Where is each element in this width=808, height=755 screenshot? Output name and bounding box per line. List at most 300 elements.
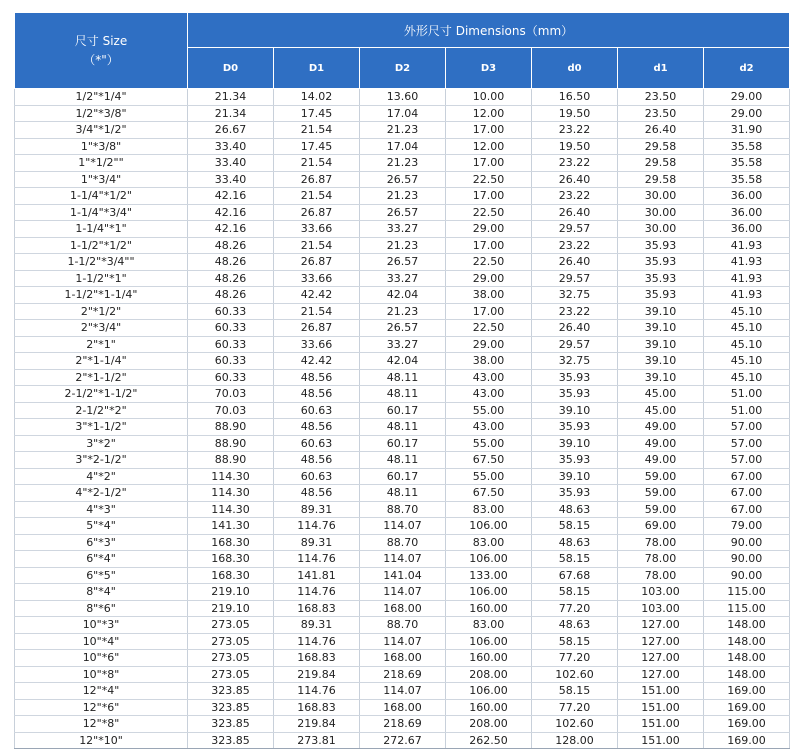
cell-D0: 114.30 [188, 468, 274, 485]
cell-D0: 26.67 [188, 122, 274, 139]
cell-size: 1/2"*3/8" [15, 105, 188, 122]
cell-D2: 88.70 [360, 534, 446, 551]
cell-D3: 208.00 [446, 666, 532, 683]
cell-D0: 48.26 [188, 254, 274, 271]
cell-D2: 17.04 [360, 105, 446, 122]
cell-D3: 22.50 [446, 320, 532, 337]
cell-d0: 102.60 [532, 716, 618, 733]
cell-size: 10"*6" [15, 650, 188, 667]
table-row [15, 171, 790, 188]
cell-d1: 59.00 [618, 501, 704, 518]
cell-d2: 41.93 [704, 254, 790, 271]
table-row [15, 105, 790, 122]
cell-d1: 151.00 [618, 699, 704, 716]
cell-d1: 23.50 [618, 105, 704, 122]
cell-d2: 29.00 [704, 89, 790, 106]
table-row [15, 402, 790, 419]
cell-size: 3"*2" [15, 435, 188, 452]
cell-d0: 48.63 [532, 617, 618, 634]
cell-D1: 33.66 [274, 270, 360, 287]
cell-D3: 43.00 [446, 369, 532, 386]
cell-d2: 169.00 [704, 732, 790, 749]
table-row [15, 353, 790, 370]
cell-D2: 21.23 [360, 155, 446, 172]
cell-D2: 21.23 [360, 237, 446, 254]
cell-d2: 45.10 [704, 336, 790, 353]
cell-d0: 32.75 [532, 287, 618, 304]
cell-d0: 35.93 [532, 485, 618, 502]
cell-D3: 83.00 [446, 501, 532, 518]
cell-d2: 169.00 [704, 716, 790, 733]
column-header-D1: D1 [274, 48, 360, 89]
cell-d0: 58.15 [532, 633, 618, 650]
cell-D1: 48.56 [274, 369, 360, 386]
cell-D1: 48.56 [274, 485, 360, 502]
cell-d2: 35.58 [704, 155, 790, 172]
cell-D1: 14.02 [274, 89, 360, 106]
cell-D1: 168.83 [274, 600, 360, 617]
cell-d1: 23.50 [618, 89, 704, 106]
cell-D2: 60.17 [360, 468, 446, 485]
cell-d1: 26.40 [618, 122, 704, 139]
cell-D1: 114.76 [274, 518, 360, 535]
cell-d0: 29.57 [532, 270, 618, 287]
cell-d1: 35.93 [618, 270, 704, 287]
cell-size: 8"*4" [15, 584, 188, 601]
cell-D1: 33.66 [274, 221, 360, 238]
table-row [15, 584, 790, 601]
cell-d2: 148.00 [704, 633, 790, 650]
cell-d0: 48.63 [532, 534, 618, 551]
cell-D3: 106.00 [446, 683, 532, 700]
cell-d1: 45.00 [618, 402, 704, 419]
cell-D3: 83.00 [446, 617, 532, 634]
cell-D0: 60.33 [188, 336, 274, 353]
table-row [15, 534, 790, 551]
cell-size: 6"*3" [15, 534, 188, 551]
cell-D0: 60.33 [188, 320, 274, 337]
cell-D1: 48.56 [274, 419, 360, 436]
cell-size: 2"*1" [15, 336, 188, 353]
cell-D0: 219.10 [188, 584, 274, 601]
column-header-d1: d1 [618, 48, 704, 89]
cell-D2: 17.04 [360, 138, 446, 155]
cell-D3: 29.00 [446, 221, 532, 238]
cell-size: 3"*2-1/2" [15, 452, 188, 469]
cell-d2: 115.00 [704, 600, 790, 617]
cell-D1: 114.76 [274, 551, 360, 568]
table-row [15, 336, 790, 353]
cell-D2: 48.11 [360, 485, 446, 502]
cell-D0: 42.16 [188, 221, 274, 238]
cell-size: 3"*1-1/2" [15, 419, 188, 436]
cell-d0: 39.10 [532, 402, 618, 419]
cell-d0: 26.40 [532, 171, 618, 188]
size-column-header [15, 13, 188, 89]
cell-d0: 26.40 [532, 320, 618, 337]
cell-d1: 39.10 [618, 320, 704, 337]
cell-D1: 21.54 [274, 237, 360, 254]
cell-d2: 90.00 [704, 567, 790, 584]
cell-D1: 60.63 [274, 435, 360, 452]
cell-D1: 219.84 [274, 666, 360, 683]
cell-d2: 36.00 [704, 188, 790, 205]
cell-D0: 33.40 [188, 155, 274, 172]
table-row [15, 204, 790, 221]
cell-d0: 39.10 [532, 435, 618, 452]
dimensions-table [14, 12, 790, 749]
cell-D1: 21.54 [274, 122, 360, 139]
cell-d1: 35.93 [618, 254, 704, 271]
cell-d1: 39.10 [618, 336, 704, 353]
cell-D0: 60.33 [188, 303, 274, 320]
cell-d0: 35.93 [532, 452, 618, 469]
cell-D1: 26.87 [274, 254, 360, 271]
cell-D1: 168.83 [274, 650, 360, 667]
cell-D1: 89.31 [274, 617, 360, 634]
cell-D3: 12.00 [446, 105, 532, 122]
cell-d0: 23.22 [532, 122, 618, 139]
cell-D1: 33.66 [274, 336, 360, 353]
table-row [15, 287, 790, 304]
size-title: 尺寸 Size [74, 33, 128, 48]
cell-d1: 127.00 [618, 633, 704, 650]
cell-d1: 29.58 [618, 171, 704, 188]
cell-d1: 103.00 [618, 584, 704, 601]
table-row [15, 716, 790, 733]
cell-D1: 273.81 [274, 732, 360, 749]
cell-d1: 69.00 [618, 518, 704, 535]
cell-D3: 17.00 [446, 122, 532, 139]
cell-D2: 13.60 [360, 89, 446, 106]
cell-D0: 48.26 [188, 270, 274, 287]
cell-D0: 323.85 [188, 683, 274, 700]
cell-d2: 67.00 [704, 468, 790, 485]
cell-size: 1-1/2"*1" [15, 270, 188, 287]
cell-d0: 26.40 [532, 254, 618, 271]
cell-D2: 114.07 [360, 683, 446, 700]
table-row [15, 617, 790, 634]
cell-D1: 114.76 [274, 584, 360, 601]
cell-d1: 29.58 [618, 155, 704, 172]
cell-D1: 114.76 [274, 633, 360, 650]
cell-d1: 30.00 [618, 188, 704, 205]
cell-D2: 114.07 [360, 551, 446, 568]
cell-d2: 36.00 [704, 221, 790, 238]
cell-size: 1-1/4"*1" [15, 221, 188, 238]
cell-D0: 114.30 [188, 485, 274, 502]
table-row [15, 452, 790, 469]
table-row [15, 155, 790, 172]
cell-size: 4"*2" [15, 468, 188, 485]
cell-d0: 23.22 [532, 303, 618, 320]
cell-d2: 45.10 [704, 303, 790, 320]
cell-d0: 19.50 [532, 105, 618, 122]
cell-d1: 127.00 [618, 617, 704, 634]
cell-d2: 41.93 [704, 270, 790, 287]
cell-D3: 38.00 [446, 353, 532, 370]
cell-size: 10"*3" [15, 617, 188, 634]
table-row [15, 270, 790, 287]
cell-D0: 141.30 [188, 518, 274, 535]
cell-D0: 70.03 [188, 386, 274, 403]
cell-D0: 48.26 [188, 237, 274, 254]
table-row [15, 666, 790, 683]
cell-d2: 45.10 [704, 369, 790, 386]
cell-D0: 88.90 [188, 419, 274, 436]
cell-D3: 106.00 [446, 584, 532, 601]
cell-D3: 10.00 [446, 89, 532, 106]
cell-D2: 48.11 [360, 419, 446, 436]
cell-D2: 272.67 [360, 732, 446, 749]
table-row [15, 320, 790, 337]
cell-d1: 59.00 [618, 468, 704, 485]
cell-D3: 38.00 [446, 287, 532, 304]
cell-d2: 45.10 [704, 320, 790, 337]
cell-D2: 218.69 [360, 716, 446, 733]
cell-d0: 128.00 [532, 732, 618, 749]
table-row [15, 254, 790, 271]
cell-d2: 169.00 [704, 699, 790, 716]
cell-D0: 33.40 [188, 138, 274, 155]
cell-D2: 48.11 [360, 386, 446, 403]
cell-D2: 26.57 [360, 320, 446, 337]
cell-d1: 35.93 [618, 237, 704, 254]
cell-size: 1-1/4"*3/4" [15, 204, 188, 221]
cell-D2: 42.04 [360, 287, 446, 304]
cell-d0: 23.22 [532, 237, 618, 254]
cell-D3: 67.50 [446, 452, 532, 469]
cell-size: 1-1/2"*1/2" [15, 237, 188, 254]
cell-D0: 168.30 [188, 567, 274, 584]
cell-D0: 88.90 [188, 452, 274, 469]
cell-D1: 89.31 [274, 534, 360, 551]
cell-D3: 160.00 [446, 600, 532, 617]
cell-D3: 29.00 [446, 270, 532, 287]
cell-D2: 88.70 [360, 501, 446, 518]
size-unit: （*"） [83, 52, 119, 67]
cell-D0: 323.85 [188, 699, 274, 716]
cell-D3: 29.00 [446, 336, 532, 353]
cell-d0: 32.75 [532, 353, 618, 370]
column-header-D3: D3 [446, 48, 532, 89]
cell-d0: 35.93 [532, 419, 618, 436]
cell-size: 2"*1/2" [15, 303, 188, 320]
table-row [15, 435, 790, 452]
column-header-d0: d0 [532, 48, 618, 89]
cell-size: 1/2"*1/4" [15, 89, 188, 106]
cell-d1: 49.00 [618, 452, 704, 469]
cell-d2: 35.58 [704, 171, 790, 188]
cell-d1: 78.00 [618, 551, 704, 568]
cell-d0: 58.15 [532, 683, 618, 700]
cell-D0: 42.16 [188, 188, 274, 205]
cell-d1: 45.00 [618, 386, 704, 403]
cell-D0: 323.85 [188, 716, 274, 733]
cell-D2: 21.23 [360, 303, 446, 320]
cell-d1: 29.58 [618, 138, 704, 155]
cell-D0: 273.05 [188, 617, 274, 634]
table-row [15, 369, 790, 386]
cell-d1: 39.10 [618, 369, 704, 386]
cell-D2: 48.11 [360, 452, 446, 469]
cell-D0: 114.30 [188, 501, 274, 518]
cell-D3: 67.50 [446, 485, 532, 502]
cell-d1: 127.00 [618, 650, 704, 667]
cell-D2: 42.04 [360, 353, 446, 370]
cell-d1: 49.00 [618, 435, 704, 452]
cell-D1: 26.87 [274, 171, 360, 188]
cell-D1: 26.87 [274, 320, 360, 337]
cell-size: 1-1/2"*3/4"" [15, 254, 188, 271]
table-row [15, 699, 790, 716]
cell-D0: 21.34 [188, 89, 274, 106]
cell-d2: 90.00 [704, 534, 790, 551]
cell-d0: 19.50 [532, 138, 618, 155]
cell-D3: 22.50 [446, 171, 532, 188]
cell-d1: 39.10 [618, 353, 704, 370]
cell-D3: 55.00 [446, 468, 532, 485]
cell-d0: 58.15 [532, 584, 618, 601]
cell-size: 1"*3/4" [15, 171, 188, 188]
cell-D3: 55.00 [446, 402, 532, 419]
table-row [15, 303, 790, 320]
cell-D2: 88.70 [360, 617, 446, 634]
cell-size: 12"*8" [15, 716, 188, 733]
cell-D3: 17.00 [446, 237, 532, 254]
cell-d2: 41.93 [704, 287, 790, 304]
table-row [15, 633, 790, 650]
cell-size: 2"*1-1/4" [15, 353, 188, 370]
cell-D3: 133.00 [446, 567, 532, 584]
cell-d2: 57.00 [704, 452, 790, 469]
cell-D0: 323.85 [188, 732, 274, 749]
cell-d0: 35.93 [532, 386, 618, 403]
cell-size: 12"*4" [15, 683, 188, 700]
cell-d2: 41.93 [704, 237, 790, 254]
cell-d2: 67.00 [704, 501, 790, 518]
table-row [15, 732, 790, 749]
cell-D0: 168.30 [188, 551, 274, 568]
cell-D3: 43.00 [446, 386, 532, 403]
cell-D2: 21.23 [360, 122, 446, 139]
table-row [15, 567, 790, 584]
cell-D0: 42.16 [188, 204, 274, 221]
cell-D0: 88.90 [188, 435, 274, 452]
cell-D2: 168.00 [360, 650, 446, 667]
table-row [15, 551, 790, 568]
table-row [15, 650, 790, 667]
cell-D0: 273.05 [188, 650, 274, 667]
cell-d2: 51.00 [704, 386, 790, 403]
cell-D0: 273.05 [188, 666, 274, 683]
cell-D2: 33.27 [360, 336, 446, 353]
cell-size: 6"*5" [15, 567, 188, 584]
column-header-d2: d2 [704, 48, 790, 89]
cell-d0: 23.22 [532, 188, 618, 205]
cell-size: 1-1/2"*1-1/4" [15, 287, 188, 304]
cell-D2: 26.57 [360, 204, 446, 221]
cell-D2: 114.07 [360, 518, 446, 535]
cell-d1: 39.10 [618, 303, 704, 320]
cell-d2: 36.00 [704, 204, 790, 221]
cell-D2: 48.11 [360, 369, 446, 386]
table-row [15, 468, 790, 485]
cell-d1: 35.93 [618, 287, 704, 304]
cell-D3: 43.00 [446, 419, 532, 436]
cell-D3: 83.00 [446, 534, 532, 551]
table-row [15, 188, 790, 205]
cell-D3: 17.00 [446, 155, 532, 172]
cell-d2: 90.00 [704, 551, 790, 568]
cell-D2: 21.23 [360, 188, 446, 205]
table-header [15, 13, 790, 89]
cell-D2: 33.27 [360, 270, 446, 287]
cell-D3: 22.50 [446, 254, 532, 271]
cell-D2: 26.57 [360, 171, 446, 188]
cell-d0: 102.60 [532, 666, 618, 683]
cell-D1: 60.63 [274, 402, 360, 419]
cell-size: 2-1/2"*1-1/2" [15, 386, 188, 403]
cell-d2: 79.00 [704, 518, 790, 535]
cell-D3: 12.00 [446, 138, 532, 155]
dimensions-group-header: 外形尺寸 Dimensions（mm） [188, 13, 790, 48]
cell-size: 1-1/4"*1/2" [15, 188, 188, 205]
cell-D1: 42.42 [274, 287, 360, 304]
cell-d0: 77.20 [532, 600, 618, 617]
cell-size: 2-1/2"*2" [15, 402, 188, 419]
table-row [15, 485, 790, 502]
cell-D3: 55.00 [446, 435, 532, 452]
cell-D2: 114.07 [360, 633, 446, 650]
cell-d1: 78.00 [618, 534, 704, 551]
cell-D1: 48.56 [274, 386, 360, 403]
cell-D2: 114.07 [360, 584, 446, 601]
table-row [15, 386, 790, 403]
cell-d0: 29.57 [532, 336, 618, 353]
cell-d0: 29.57 [532, 221, 618, 238]
cell-d1: 151.00 [618, 683, 704, 700]
cell-d2: 45.10 [704, 353, 790, 370]
table-row [15, 221, 790, 238]
cell-d1: 151.00 [618, 716, 704, 733]
cell-D3: 160.00 [446, 699, 532, 716]
cell-d1: 103.00 [618, 600, 704, 617]
cell-d1: 59.00 [618, 485, 704, 502]
cell-D2: 26.57 [360, 254, 446, 271]
cell-d1: 78.00 [618, 567, 704, 584]
cell-D2: 60.17 [360, 402, 446, 419]
table-body [15, 89, 790, 749]
cell-D3: 106.00 [446, 633, 532, 650]
column-header-D0: D0 [188, 48, 274, 89]
cell-d0: 35.93 [532, 369, 618, 386]
table-row [15, 138, 790, 155]
cell-size: 2"*3/4" [15, 320, 188, 337]
cell-d0: 77.20 [532, 699, 618, 716]
cell-D2: 33.27 [360, 221, 446, 238]
cell-d0: 39.10 [532, 468, 618, 485]
cell-D0: 33.40 [188, 171, 274, 188]
cell-d0: 16.50 [532, 89, 618, 106]
cell-D1: 21.54 [274, 188, 360, 205]
cell-size: 3/4"*1/2" [15, 122, 188, 139]
cell-D3: 208.00 [446, 716, 532, 733]
cell-d2: 31.90 [704, 122, 790, 139]
table-row [15, 600, 790, 617]
cell-D1: 168.83 [274, 699, 360, 716]
cell-size: 8"*6" [15, 600, 188, 617]
